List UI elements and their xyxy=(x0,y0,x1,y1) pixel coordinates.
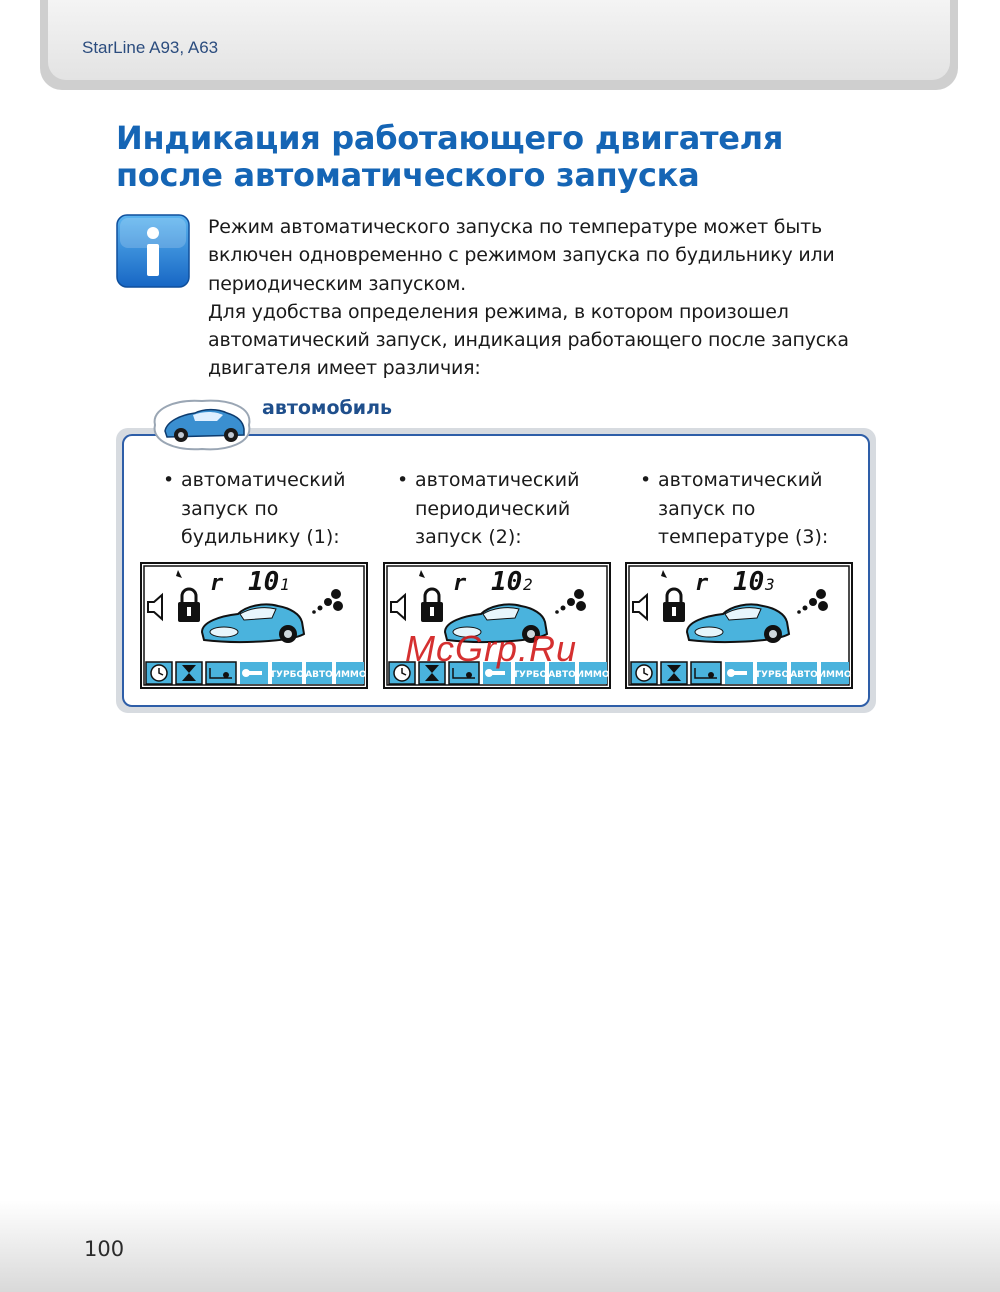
lcd-display-1 xyxy=(140,562,368,689)
immo-label: ИММО xyxy=(818,670,852,680)
column-1-text xyxy=(163,466,401,552)
lcd-code: 10 xyxy=(248,567,280,597)
bullet: • xyxy=(640,469,652,491)
footer-bar xyxy=(0,1200,1000,1292)
intro-line: Для удобства определения режима, в котором произошел xyxy=(208,300,789,323)
column-line: автоматический xyxy=(415,469,580,491)
intro-text xyxy=(208,213,908,383)
column-line: запуск по xyxy=(181,497,279,520)
page-title-line-1: Индикация работающего двигателя xyxy=(116,119,784,157)
column-line: будильнику (1): xyxy=(181,526,340,548)
section-label-car: автомобиль xyxy=(262,397,393,419)
turbo-label: ТУРБО xyxy=(269,670,305,680)
page-title xyxy=(116,120,916,194)
lcd-r-symbol: r xyxy=(695,571,709,596)
wrench-icon xyxy=(725,662,753,684)
lcd-mode-digit: 1 xyxy=(280,575,290,594)
car-badge-icon xyxy=(147,395,257,453)
lcd-code: 10 xyxy=(733,567,765,597)
thermometer-key-icon xyxy=(691,662,721,684)
intro-line: включен одновременно с режимом запуска по будильнику или xyxy=(208,244,835,267)
auto-label: АВТО xyxy=(305,670,333,680)
hourglass-icon xyxy=(661,662,687,684)
column-line: запуск (2): xyxy=(415,526,522,548)
column-3-text xyxy=(640,466,878,552)
intro-line: периодическим запуском. xyxy=(208,272,466,295)
column-2-text xyxy=(397,466,635,552)
lcd-display-3 xyxy=(625,562,853,689)
column-line: автоматический xyxy=(181,469,346,491)
auto-label: АВТО xyxy=(548,670,576,680)
lcd-mode-digit: 2 xyxy=(523,575,533,594)
auto-label: АВТО xyxy=(790,670,818,680)
immo-label: ИММО xyxy=(576,670,610,680)
clock-icon xyxy=(146,662,172,684)
thermometer-key-icon xyxy=(206,662,236,684)
bullet: • xyxy=(163,469,175,491)
page-title-line-2: после автоматического запуска xyxy=(116,156,700,194)
hourglass-icon xyxy=(176,662,202,684)
turbo-label: ТУРБО xyxy=(512,670,548,680)
column-line: автоматический xyxy=(658,469,823,491)
column-line: периодический xyxy=(415,497,571,520)
wrench-icon xyxy=(240,662,268,684)
lcd-mode-digit: 3 xyxy=(765,575,775,594)
watermark: McGrp.Ru xyxy=(405,628,578,669)
column-line: запуск по xyxy=(658,497,756,520)
column-line: температуре (3): xyxy=(658,526,829,548)
header-product-title: StarLine A93, A63 xyxy=(82,38,219,57)
intro-line: Режим автоматического запуска по температуре может быть xyxy=(208,216,822,238)
lcd-r-symbol: r xyxy=(210,571,224,596)
turbo-label: ТУРБО xyxy=(754,670,790,680)
bullet: • xyxy=(397,469,409,491)
info-icon xyxy=(116,214,190,288)
intro-line: автоматический запуск, индикация работающего после запуска xyxy=(208,329,849,352)
clock-icon xyxy=(631,662,657,684)
immo-label: ИММО xyxy=(333,670,367,680)
intro-line: двигателя имеет различия: xyxy=(208,357,481,380)
lcd-r-symbol: r xyxy=(453,571,467,596)
page-number: 100 xyxy=(84,1237,125,1261)
lcd-code: 10 xyxy=(491,567,523,597)
